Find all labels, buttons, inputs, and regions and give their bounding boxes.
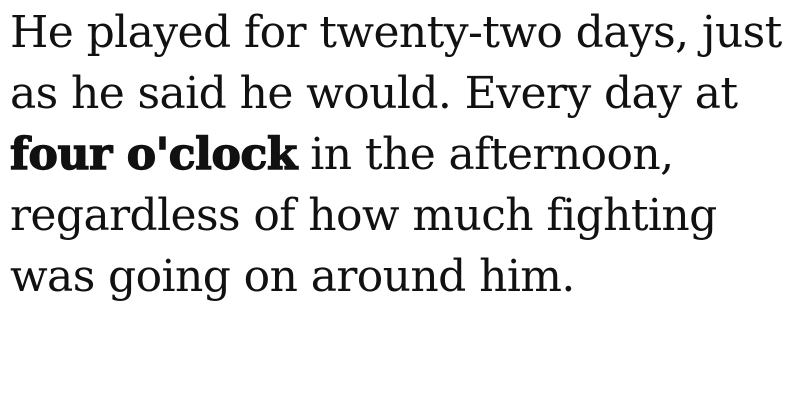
emphasized-time-text: four o'clock [10, 129, 297, 180]
passage-line-1: He played for twenty-two days, just [10, 7, 782, 58]
passage-line-4: regardless of how much fighting [10, 190, 717, 241]
text-passage [10, 2, 790, 307]
passage-line-5: was going on around him. [10, 251, 575, 302]
passage-line-3 [10, 124, 790, 185]
passage-line-3-rest: in the afternoon, [296, 129, 674, 180]
passage-line-2: as he said he would. Every day at [10, 68, 738, 119]
